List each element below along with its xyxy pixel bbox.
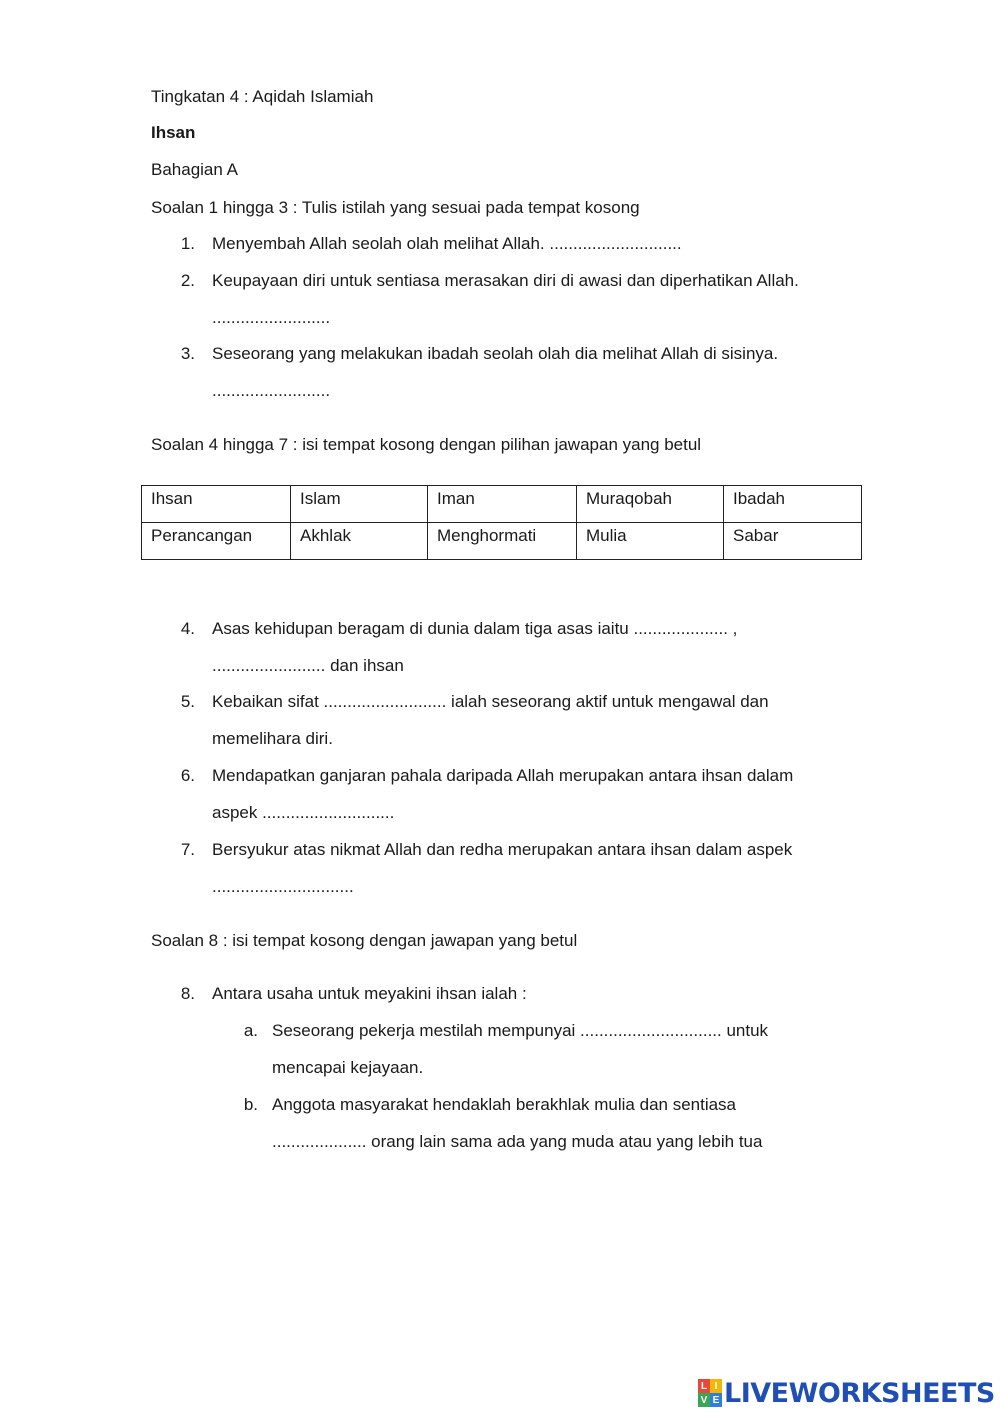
sub-question-text: Seseorang pekerja mestilah mempunyai .............................. untuk — [272, 1021, 769, 1040]
table-row — [142, 523, 862, 560]
question-number: 6. — [180, 766, 195, 785]
part1-instruction: Soalan 1 hingga 3 : Tulis istilah yang sesuai pada tempat kosong — [151, 198, 640, 217]
brand-name: LIVEWORKSHEETS — [724, 1377, 995, 1409]
sub-question-text: Anggota masyarakat hendaklah berakhlak mulia dan sentiasa — [272, 1095, 737, 1114]
worksheet-title: Ihsan — [151, 123, 196, 142]
table-row — [142, 486, 862, 523]
option-cell: Iman — [428, 486, 577, 523]
worksheet-subtitle: Tingkatan 4 : Aqidah Islamiah — [151, 87, 374, 106]
option-cell: Menghormati — [428, 523, 577, 560]
question-number: 8. — [180, 984, 195, 1003]
question-text: Seseorang yang melakukan ibadah seolah olah dia melihat Allah di sisinya. — [212, 344, 779, 363]
sub-question-text-continued: .................... orang lain sama ada yang muda atau yang lebih tua — [272, 1132, 763, 1151]
answer-blank[interactable]: .............................. — [212, 877, 354, 896]
question-number: 4. — [180, 619, 195, 638]
question-number: 5. — [180, 692, 195, 711]
question-text: Mendapatkan ganjaran pahala daripada Allah merupakan antara ihsan dalam — [212, 766, 794, 785]
logo-letter: I — [710, 1379, 722, 1393]
sub-question-letter: a. — [243, 1021, 258, 1040]
question-text: Bersyukur atas nikmat Allah dan redha merupakan antara ihsan dalam aspek — [212, 840, 793, 859]
question-text-continued: ........................ dan ihsan — [212, 656, 404, 675]
logo-letter: L — [698, 1379, 710, 1393]
logo-letter: E — [710, 1393, 722, 1407]
option-cell: Mulia — [577, 523, 724, 560]
liveworksheets-watermark — [698, 1378, 995, 1408]
question-text: Menyembah Allah seolah olah melihat Allah. ............................ — [212, 234, 682, 253]
option-cell: Perancangan — [142, 523, 291, 560]
question-text: Keupayaan diri untuk sentiasa merasakan diri di awasi dan diperhatikan Allah. — [212, 271, 799, 290]
part3-instruction: Soalan 8 : isi tempat kosong dengan jawapan yang betul — [151, 931, 578, 950]
option-cell: Islam — [291, 486, 428, 523]
option-cell: Muraqobah — [577, 486, 724, 523]
question-text: Asas kehidupan beragam di dunia dalam tiga asas iaitu .................... , — [212, 619, 738, 638]
option-cell: Ibadah — [724, 486, 862, 523]
question-number: 1. — [180, 234, 195, 253]
sub-question-letter: b. — [243, 1095, 258, 1114]
section-heading: Bahagian A — [151, 160, 238, 179]
answer-blank[interactable]: ......................... — [212, 381, 331, 400]
part2-instruction: Soalan 4 hingga 7 : isi tempat kosong dengan pilihan jawapan yang betul — [151, 435, 702, 454]
answer-options-table — [141, 485, 862, 560]
logo-letter: V — [698, 1393, 710, 1407]
question-text: Kebaikan sifat .......................... ialah seseorang aktif untuk mengawal dan — [212, 692, 769, 711]
answer-blank[interactable]: ......................... — [212, 308, 331, 327]
sub-question-text-continued: mencapai kejayaan. — [272, 1058, 424, 1077]
question-number: 7. — [180, 840, 195, 859]
question-number: 3. — [180, 344, 195, 363]
option-cell: Ihsan — [142, 486, 291, 523]
liveworksheets-logo-icon — [698, 1379, 722, 1407]
question-text: Antara usaha untuk meyakini ihsan ialah : — [212, 984, 527, 1003]
option-cell: Sabar — [724, 523, 862, 560]
option-cell: Akhlak — [291, 523, 428, 560]
question-text-continued: memelihara diri. — [212, 729, 333, 748]
question-number: 2. — [180, 271, 195, 290]
question-text-continued: aspek ............................ — [212, 803, 395, 822]
